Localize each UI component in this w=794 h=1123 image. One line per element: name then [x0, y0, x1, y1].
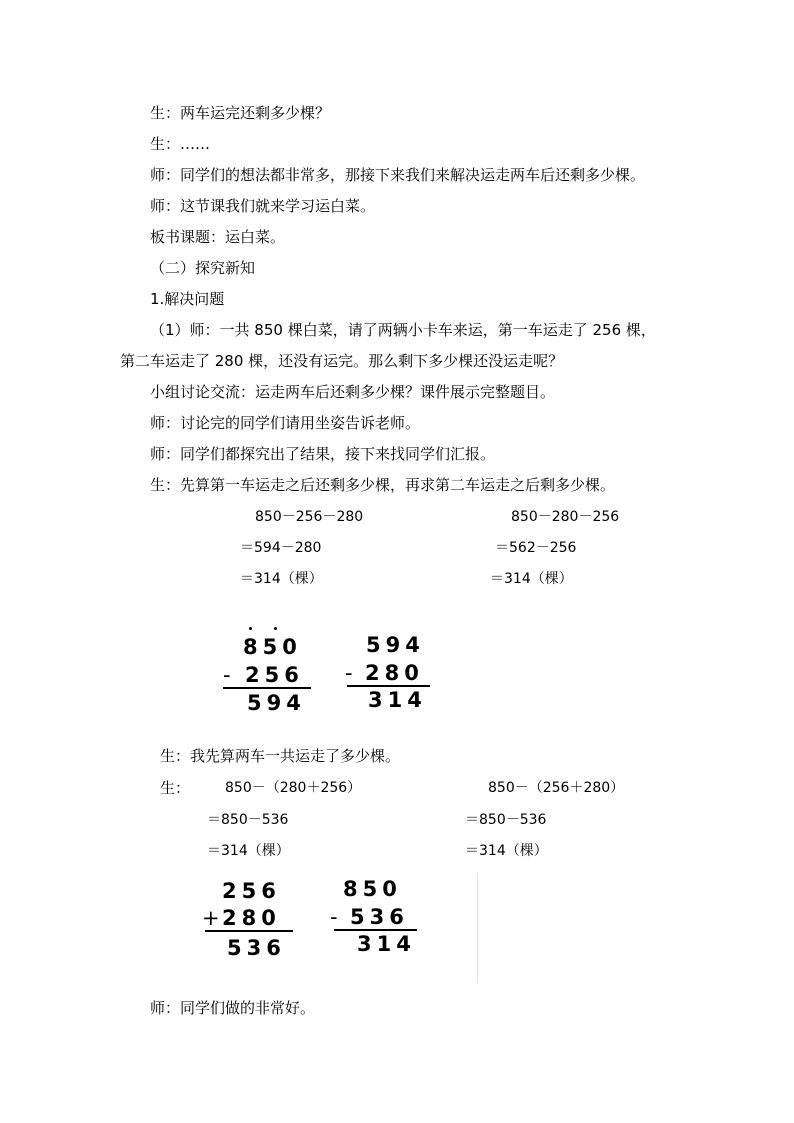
vertical-subtrahend: 536 — [350, 905, 409, 929]
vertical-result: 594 — [247, 691, 306, 715]
vertical-operator: - — [345, 661, 358, 685]
equation-line: ＝850－536 — [465, 812, 547, 828]
equation-line: ＝314（棵） — [207, 843, 290, 859]
vertical-addend: 256 — [222, 879, 281, 903]
paragraph: 生：先算第一车运走之后还剩多少棵，再求第二车运走之后剩多少棵。 — [150, 476, 616, 494]
vertical-subtrahend: 256 — [245, 663, 304, 687]
equation-line: 850－280－256 — [511, 509, 620, 525]
vertical-rule — [347, 685, 430, 687]
vertical-minuend: 850 — [343, 877, 402, 901]
equation-line: ＝314（棵） — [490, 571, 573, 587]
vertical-subtrahend: 280 — [365, 661, 424, 685]
paragraph: 师：同学们做的非常好。 — [150, 999, 316, 1017]
section-heading: （二）探究新知 — [150, 259, 256, 277]
paragraph: 师：讨论完的同学们请用坐姿告诉老师。 — [150, 414, 421, 432]
paragraph: 生：两车运完还剩多少棵？ — [150, 104, 331, 122]
paragraph: （1）师：一共 850 棵白菜，请了两辆小卡车来运，第一车运走了 256 棵， — [150, 321, 656, 339]
paragraph: 生：…… — [150, 135, 211, 153]
speaker-label: 生： — [160, 779, 191, 797]
equation-line: ＝562－256 — [495, 540, 577, 556]
vertical-rule — [223, 687, 311, 689]
paragraph: 师：同学们的想法都非常多，那接下来我们来解决运走两车后还剩多少棵。 — [150, 166, 646, 184]
paragraph: 第二车运走了 280 棵，还没有运完。那么剩下多少棵还没运走呢？ — [120, 352, 564, 370]
vertical-operator: + — [202, 906, 225, 930]
paragraph: 小组讨论交流：运走两车后还剩多少棵？课件展示完整题目。 — [150, 383, 556, 401]
vertical-minuend: 850 — [243, 635, 302, 659]
paragraph: 板书课题：运白菜。 — [150, 228, 286, 246]
paragraph: 师：同学们都探究出了结果，接下来找同学们汇报。 — [150, 445, 496, 463]
vertical-rule — [205, 930, 293, 932]
equation-line: 850－（256＋280） — [488, 780, 625, 796]
vertical-operator: - — [330, 905, 343, 929]
vertical-result: 314 — [368, 688, 427, 712]
equation-line: 850－256－280 — [255, 509, 364, 525]
vertical-result: 314 — [357, 932, 416, 956]
vertical-result: 536 — [227, 936, 286, 960]
equation-line: ＝594－280 — [240, 540, 322, 556]
paragraph: 师：这节课我们就来学习运白菜。 — [150, 197, 376, 215]
equation-line: ＝314（棵） — [465, 843, 548, 859]
divider — [477, 873, 478, 983]
vertical-addend: 280 — [222, 906, 281, 930]
vertical-minuend: 594 — [366, 633, 425, 657]
equation-line: ＝850－536 — [207, 812, 289, 828]
borrow-dot — [274, 627, 277, 630]
subsection-heading: 1.解决问题 — [150, 290, 225, 308]
borrow-dot — [249, 627, 252, 630]
vertical-rule — [334, 929, 417, 931]
equation-line: 850－（280＋256） — [225, 780, 362, 796]
vertical-operator: - — [223, 663, 236, 687]
paragraph: 生：我先算两车一共运走了多少棵。 — [160, 747, 401, 765]
equation-line: ＝314（棵） — [240, 571, 323, 587]
